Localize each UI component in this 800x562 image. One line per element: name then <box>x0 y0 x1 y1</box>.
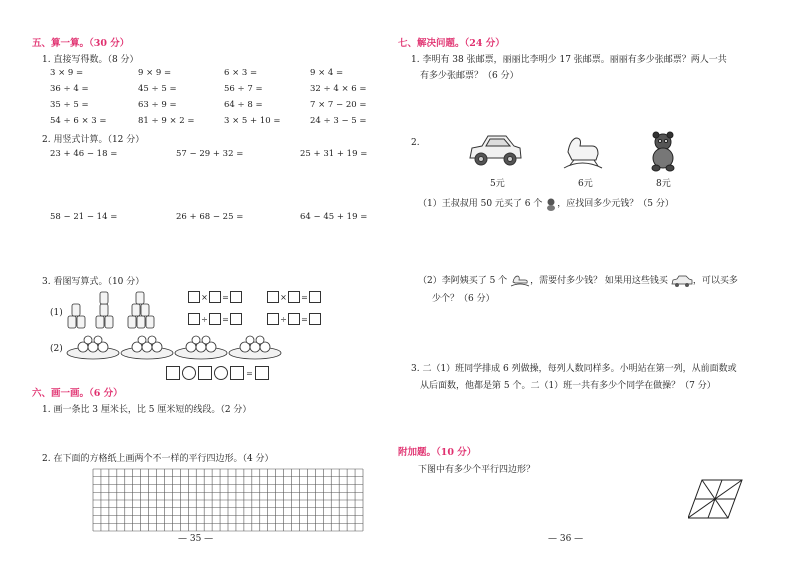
toy-car-image <box>466 130 524 170</box>
q1-cell: 56 ÷ 7 = <box>224 84 263 94</box>
parallelogram-figure <box>688 478 744 520</box>
q2-expr: 25 + 31 + 19 = <box>300 149 368 159</box>
problem-2-q2-tail: ，可以买多 <box>692 276 738 286</box>
price-horse: 6元 <box>578 179 593 189</box>
section-5-title: 五、算一算。（30 分） <box>32 38 130 49</box>
sec6-q2: 2. 在下面的方格纸上画两个不一样的平行四边形。（4 分） <box>42 454 274 464</box>
answer-box[interactable] <box>309 291 321 303</box>
problem-2-q2-line-2: 少个？（6 分） <box>432 294 495 304</box>
answer-box[interactable] <box>198 366 212 380</box>
section-6-title: 六、画一画。（6 分） <box>32 388 123 399</box>
divide-sign: ÷ <box>201 314 208 324</box>
q3-label-2: (2) <box>50 344 63 354</box>
times-sign: × <box>201 292 208 302</box>
divide-sign: ÷ <box>280 314 287 324</box>
toy-bear-image <box>645 130 681 174</box>
problem-1-line-2: 有多少张邮票？（6 分） <box>420 71 519 81</box>
q1-cell: 54 ÷ 6 × 3 = <box>50 116 107 126</box>
q1-cell: 32 ÷ 4 × 6 = <box>310 84 367 94</box>
q2-expr: 26 + 68 − 25 = <box>176 212 244 222</box>
answer-box[interactable] <box>255 366 269 380</box>
answer-box[interactable] <box>230 313 242 325</box>
q3-label-1: (1) <box>50 308 63 318</box>
q1-cell: 9 × 4 = <box>310 68 344 78</box>
car-small-icon <box>671 275 693 287</box>
q1-cell: 3 × 9 = <box>50 68 84 78</box>
q1-cell: 36 ÷ 4 = <box>50 84 89 94</box>
q2-expr: 57 − 29 + 32 = <box>176 149 244 159</box>
operator-circle[interactable] <box>214 366 228 380</box>
problem-2-q2 <box>418 273 738 287</box>
q1-cell: 6 × 3 = <box>224 68 258 78</box>
section-7-title: 七、解决问题。（24 分） <box>398 38 505 49</box>
sec6-q1: 1. 画一条比 3 厘米长，比 5 厘米短的线段。（2 分） <box>42 405 252 415</box>
q3-title: 3. 看图写算式。（10 分） <box>42 277 145 287</box>
q1-cell: 24 ÷ 3 − 5 = <box>310 116 367 126</box>
q1-cell: 35 ÷ 5 = <box>50 100 89 110</box>
operator-circle[interactable] <box>182 366 196 380</box>
q1-cell: 9 × 9 = <box>138 68 172 78</box>
bonus-question: 下图中有多少个平行四边形？ <box>418 465 536 475</box>
answer-box[interactable] <box>209 313 221 325</box>
problem-2-q1-text: （1）王叔叔用 50 元买了 6 个 <box>418 199 543 209</box>
problem-2-q1-tail: ，应找回多少元钱？（5 分） <box>557 199 674 209</box>
q2-title: 2. 用竖式计算。（12 分） <box>42 135 145 145</box>
q1-title: 1. 直接写得数。（8 分） <box>42 55 139 65</box>
rocking-horse-image <box>562 134 604 174</box>
problem-2-q1 <box>418 196 674 211</box>
answer-box[interactable] <box>288 313 300 325</box>
answer-box[interactable] <box>267 313 279 325</box>
equals-sign: = <box>222 292 229 302</box>
answer-box[interactable] <box>267 291 279 303</box>
price-bear: 8元 <box>656 179 671 189</box>
answer-boxes <box>267 313 321 325</box>
problem-3-line-1: 3. 二（1）班同学排成 6 列做操，每列人数同样多。小明站在第一列，从前面数或 <box>411 364 737 374</box>
problem-3-line-2: 从后面数，他都是第 5 个。二（1）班一共有多少个同学在做操？（7 分） <box>420 381 716 391</box>
answer-box[interactable] <box>230 291 242 303</box>
equals-sign: = <box>301 292 308 302</box>
answer-box[interactable] <box>309 313 321 325</box>
answer-box[interactable] <box>188 291 200 303</box>
page-number-left: — 35 — <box>178 534 214 544</box>
q1-cell: 7 × 7 − 20 = <box>310 100 367 110</box>
equals-sign: = <box>301 314 308 324</box>
answer-box[interactable] <box>209 291 221 303</box>
answer-box[interactable] <box>230 366 244 380</box>
q1-cell: 81 ÷ 9 × 2 = <box>138 116 195 126</box>
bear-small-icon <box>545 197 557 211</box>
operator-shapes-row <box>165 366 270 380</box>
bonus-title: 附加题。（10 分） <box>398 447 477 458</box>
q2-expr: 58 − 21 − 14 = <box>50 212 118 222</box>
problem-2-q2-text: （2）李阿姨买了 5 个 <box>418 276 508 286</box>
answer-boxes <box>188 291 242 303</box>
answer-box[interactable] <box>166 366 180 380</box>
cup-stacks-image <box>66 290 166 330</box>
equals-sign: = <box>222 314 229 324</box>
grid-paper[interactable] <box>92 468 364 532</box>
q2-expr: 23 + 46 − 18 = <box>50 149 118 159</box>
answer-boxes <box>188 313 242 325</box>
rocking-horse-small-icon <box>510 275 530 287</box>
problem-1-line-1: 1. 李明有 38 张邮票，丽丽比李明少 17 张邮票。丽丽有多少张邮票？两人一共 <box>411 55 727 65</box>
equals-sign: = <box>246 368 253 378</box>
q1-cell: 3 × 5 + 10 = <box>224 116 281 126</box>
answer-box[interactable] <box>288 291 300 303</box>
problem-2-q2-mid: ，需要付多少钱？ 如果用这些钱买 <box>530 276 668 286</box>
q1-cell: 63 ÷ 9 = <box>138 100 177 110</box>
apple-plates-image <box>66 333 286 361</box>
page-number-right: — 36 — <box>548 534 584 544</box>
answer-boxes <box>267 291 321 303</box>
q1-cell: 45 ÷ 5 = <box>138 84 177 94</box>
q2-expr: 64 − 45 + 19 = <box>300 212 368 222</box>
answer-box[interactable] <box>188 313 200 325</box>
q1-cell: 64 ÷ 8 = <box>224 100 263 110</box>
times-sign: × <box>280 292 287 302</box>
price-car: 5元 <box>490 179 505 189</box>
problem-2-label: 2. <box>411 138 420 148</box>
